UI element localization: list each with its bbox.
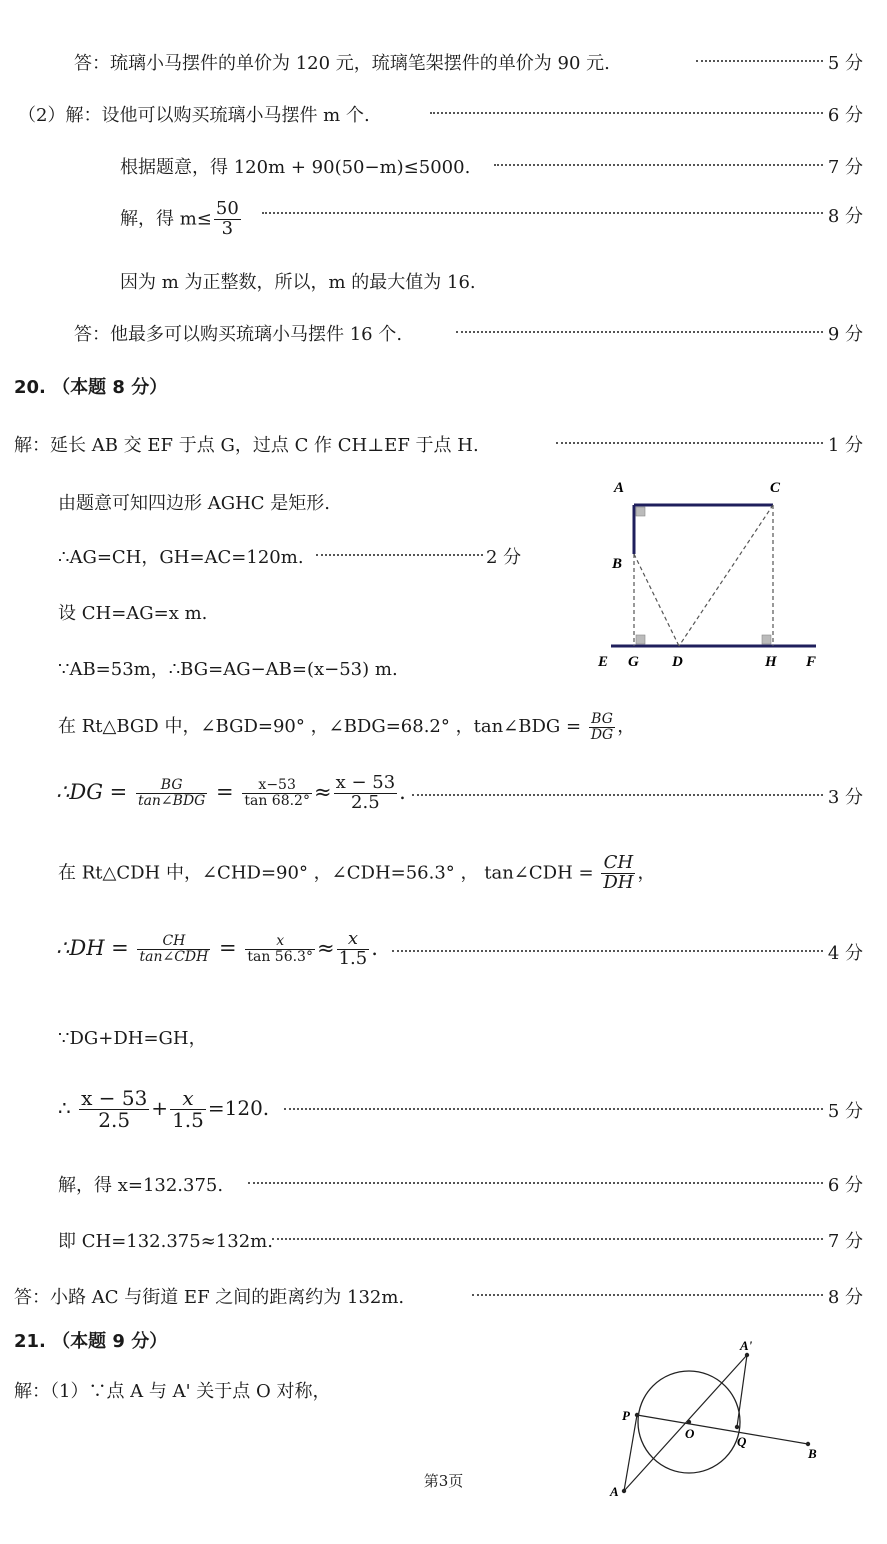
numerator: CH [137,934,210,950]
q19-answer1: 答：琉璃小马摆件的单价为 120 元，琉璃笔架摆件的单价为 90 元. [74,53,610,74]
label-g: G [628,654,639,670]
point-q [735,1425,739,1429]
page-number: 第3页 [423,1472,464,1490]
equation-rhs: =120. [207,1096,270,1120]
numerator: BG [589,712,615,728]
label-b: B [612,556,623,572]
period: . [399,779,406,804]
score-label: 9 分 [827,324,863,345]
fraction [214,200,241,239]
equals: = [219,935,237,960]
q19-inequality-line [0,148,887,182]
q20-sum-relation: ∵DG+DH=GH， [58,1028,207,1049]
q20-header-line [0,368,887,402]
segment-bd [634,554,679,646]
score-label: 3 分 [827,787,863,808]
segment-p-b [637,1415,808,1444]
numerator: x−53 [242,778,312,794]
q20-line10 [0,1019,887,1053]
q20-line1 [0,426,887,460]
dot-leader [696,60,823,62]
equals: = [216,779,234,804]
label-q: Q [737,1434,747,1449]
q20-dg-line [0,770,887,826]
q19-inequality: 根据题意，得 120m + 90(50−m)≤5000. [120,157,471,178]
q21-header: 21. （本题 9 分） [14,1331,168,1352]
numerator: CH [601,854,635,874]
numerator: 50 [215,198,239,219]
dot-leader [248,1182,823,1184]
label-f: F [806,654,817,670]
score-label: 8 分 [827,206,863,227]
numerator: x − 53 [335,772,396,793]
denominator: tan∠CDH [139,948,209,965]
q20-header: 20. （本题 8 分） [14,377,168,398]
q20-tan-cdh [58,854,655,893]
q20-equalities: ∴AG=CH，GH=AC=120m. [58,547,304,568]
label-a1: A' [740,1338,753,1353]
point-p [635,1413,639,1417]
dot-leader [272,1238,823,1240]
numerator: x [245,934,315,950]
q20-let-x: 设 CH=AG=x m. [58,603,208,624]
fraction [137,934,210,964]
fraction [79,1088,149,1131]
score-label: 7 分 [827,1231,863,1252]
label-a: A [614,480,625,496]
fraction [337,930,370,969]
dot-leader [262,212,823,214]
q20-rectangle-note: 由题意可知四边形 AGHC 是矩形. [58,493,331,514]
approx: ≈ [313,779,332,804]
fraction [334,774,398,813]
point-o [687,1420,691,1424]
dot-leader [456,331,823,333]
q19-answer2-line [0,315,887,349]
right-angle-g [636,635,645,644]
denominator: tan∠BDG [137,792,206,809]
denominator: 3 [221,217,234,239]
right-angle-h [762,635,771,644]
q21-step1: 解：（1）∵点 A 与 A' 关于点 O 对称， [14,1381,331,1402]
plus: + [151,1096,169,1120]
fraction [589,712,615,742]
score-label: 8 分 [827,1287,863,1308]
q20-tan-bdg-text: 在 Rt△BGD 中，∠BGD=90° ，∠BDG=68.2° ，tan∠BDG = [58,716,582,738]
score-label: 2 分 [486,547,522,568]
segment-cd [679,505,773,646]
q20-line13 [0,1222,887,1256]
q20-line8 [0,848,887,904]
dh-lhs: ∴DH = [56,935,129,960]
dg-lhs: ∴DG = [56,779,128,804]
right-angle-a [636,507,645,516]
q20-ch-value: 即 CH=132.375≈132m. [58,1231,273,1252]
q19-solve-line [0,192,887,242]
dot-leader [316,554,483,556]
label-a: A [610,1484,619,1499]
dot-leader [412,794,823,796]
q20-dh-formula [56,930,378,969]
denominator: tan 56.3° [247,948,313,965]
punctuation: ， [617,716,636,738]
approx: ≈ [316,935,335,960]
q20-geometry-figure [590,470,830,680]
q20-line12 [0,1166,887,1200]
numerator: BG [136,778,207,794]
dot-leader [494,164,823,166]
point-a1 [745,1353,749,1357]
segment-a1-q [737,1355,747,1427]
denominator: 1.5 [338,947,368,969]
numerator: x − 53 [81,1086,148,1110]
punctuation: ， [637,862,656,884]
denominator: DH [603,871,634,893]
dot-leader [392,950,823,952]
q20-bg-expr: ∵AB=53m，∴BG=AG−AB=(x−53) m. [58,659,398,680]
q19-answer2: 答：他最多可以购买琉璃小马摆件 16 个. [74,324,403,345]
score-label: 4 分 [827,943,863,964]
score-label: 5 分 [827,53,863,74]
q19-integer-note: 因为 m 为正整数，所以，m 的最大值为 16. [120,272,476,293]
dot-leader [472,1294,823,1296]
q19-part2-intro: （2）解：设他可以购买琉璃小马摆件 m 个. [18,105,370,126]
denominator: tan 68.2° [244,792,310,809]
dot-leader [556,442,823,444]
denominator: 1.5 [172,1108,204,1132]
q19-answer1-line [0,44,887,78]
fraction [242,778,312,808]
label-d: D [672,654,683,670]
score-label: 1 分 [827,435,863,456]
q19-solve [120,200,243,239]
label-e: E [598,654,609,670]
fraction [245,934,315,964]
fraction [136,778,207,808]
dot-leader [430,112,823,114]
score-label: 6 分 [827,1175,863,1196]
label-b: B [808,1446,817,1461]
numerator: x [337,930,370,950]
q20-line14 [0,1278,887,1312]
q20-equation-line [0,1084,887,1140]
q20-step1: 解：延长 AB 交 EF 于点 G，过点 C 作 CH⊥EF 于点 H. [14,435,479,456]
score-label: 6 分 [827,105,863,126]
label-o: O [685,1426,695,1441]
denominator: 2.5 [98,1108,131,1132]
q20-answer: 答：小路 AC 与街道 EF 之间的距离约为 132m. [14,1287,405,1308]
q20-line6 [0,706,887,754]
fraction [170,1088,206,1131]
label-c: C [770,480,781,496]
q19-part2-line [0,96,887,130]
score-label: 7 分 [827,157,863,178]
fraction [601,854,635,893]
score-label: 5 分 [827,1101,863,1122]
denominator: 2.5 [351,791,380,813]
q20-equation [58,1088,269,1131]
dot-leader [284,1108,823,1110]
q20-solution-x: 解，得 x=132.375. [58,1175,224,1196]
period: . [371,935,378,960]
label-h: H [765,654,777,670]
q20-tan-cdh-text: 在 Rt△CDH 中，∠CHD=90° ，∠CDH=56.3° ， tan∠CDH = [58,862,594,884]
therefore-symbol: ∴ [58,1096,71,1120]
q20-tan-bdg [58,712,635,742]
label-p: P [622,1408,630,1423]
numerator: x [170,1088,206,1110]
q20-dh-line [0,926,887,982]
q20-dg-formula [56,774,406,813]
q19-integer-line [0,263,887,297]
q19-solve-prefix: 解，得 m≤ [120,208,212,230]
denominator: DG [590,726,614,743]
